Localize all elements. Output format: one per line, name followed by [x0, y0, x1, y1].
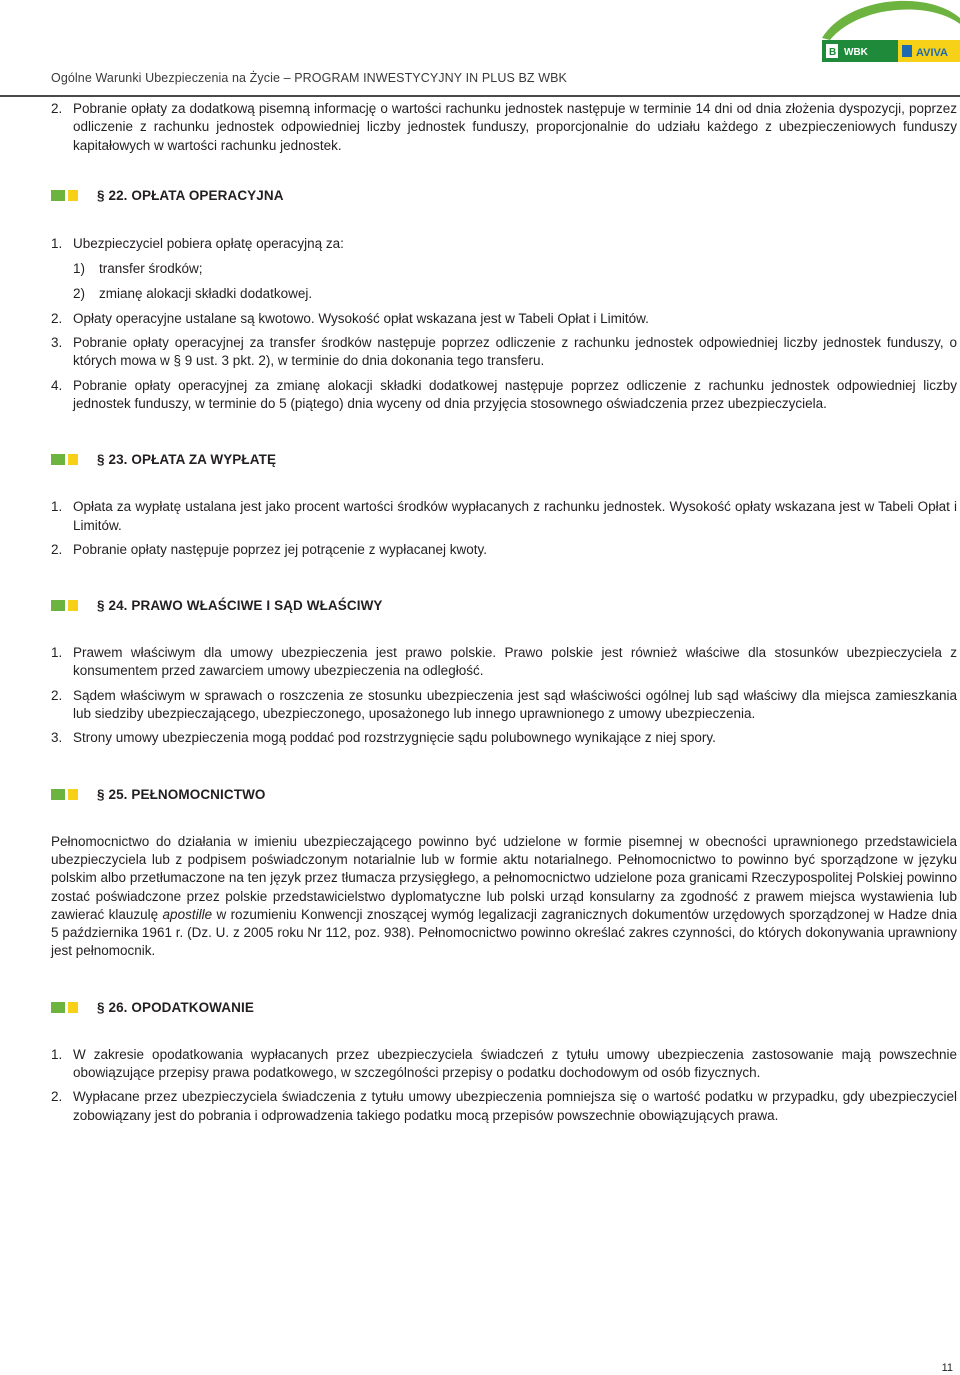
section-title: § 26. OPODATKOWANIE [97, 999, 254, 1015]
item-number: 1. [51, 235, 63, 251]
section-marker-icon [51, 598, 81, 612]
list-item [51, 541, 957, 559]
item-number: 4. [51, 377, 63, 393]
logo-aviva-text: AVIVA [916, 47, 948, 59]
subitem-text: zmianę alokacji składki dodatkowej. [99, 286, 313, 302]
list-item [51, 498, 957, 535]
subitem-number: 2) [73, 286, 86, 302]
section-heading-26 [51, 999, 957, 1019]
section-heading-23 [51, 451, 957, 471]
header-rule [0, 95, 960, 97]
item-number: 2. [51, 101, 63, 116]
section-title: § 25. PEŁNOMOCNICTWO [97, 786, 266, 802]
list-item [51, 1046, 957, 1083]
section-title: § 24. PRAWO WŁAŚCIWE I SĄD WŁAŚCIWY [97, 598, 383, 614]
subitem-number: 1) [73, 261, 86, 277]
item-text: Opłaty operacyjne ustalane są kwotowo. Wysokość opłat wskazana jest w Tabeli Opłat i Limitów. [73, 310, 649, 326]
item-text: Prawem właściwym dla umowy ubezpieczenia jest prawo polskie. Prawo polskie jest również właściwe dla stosunków ubezpieczyciela z konsumentem przed zawarciem umowy ubezpieczenia na odległość. [73, 645, 957, 679]
section-marker-icon [51, 188, 81, 202]
item-text: Wypłacane przez ubezpieczyciela świadczenia z tytułu umowy ubezpieczenia pomniejsza się o wartość podatku w przypadku, gdy ubezpieczyciel zobowiązany jest do pobrania i odprowadzenia takiego podatku mocą przepisów powszechnie obowiązujących prawa. [73, 1089, 957, 1123]
item-text: Strony umowy ubezpieczenia mogą poddać pod rozstrzygnięcie sądu polubownego wynikające z niej spory. [73, 730, 716, 746]
section-marker-icon [51, 1000, 81, 1014]
section-marker-icon [51, 787, 81, 801]
item-number: 2. [51, 687, 63, 703]
list-item [51, 310, 957, 328]
subitem-text: transfer środków; [99, 261, 203, 277]
section-heading-22 [51, 187, 957, 207]
document-title: Ogólne Warunki Ubezpieczenia na Życie – PROGRAM INWESTYCYJNY IN PLUS BZ WBK [51, 71, 567, 85]
item-number: 3. [51, 730, 63, 746]
item-text: Pobranie opłaty operacyjnej za transfer środków następuje poprzez odliczenie z rachunku jednostek odpowiedniej liczby jednostek funduszy, o których mowa w § 9 ust. 3 pkt. 2), w terminie do dnia dokonania tego transferu. [73, 335, 957, 369]
paragraph-text: Pełnomocnictwo do działania w imieniu ubezpieczającego powinno być udzielone w formie pisemnej w obecności uprawnionego przedstawiciela ubezpieczyciela lub z podpisem poświadczonym notarialnie lub w formie aktu notarialnego. Pełnomocnictwo to powinno być sporządzone w języku polskim albo przetłumaczone na ten język przez tłumacza przysięgłego, a pełnomocnictwo udzielone poza granicami Rzeczypospolitej Polskiej powinno zostać poświadczone przez polskie przedstawicielstwo dyplomatyczne lub polski urząd konsularny za zgodność z prawem miejsca wystawienia lub zawierać klauzulę [51, 833, 957, 922]
sub-list-item [51, 285, 957, 303]
item-text: Pobranie opłaty operacyjnej za zmianę alokacji składki dodatkowej następuje poprzez odliczenie z rachunku jednostek odpowiedniej liczby jednostek funduszy, w terminie do 5 (piątego) dnia wyceny od dnia przyjęcia stosownego oświadczenia przez ubezpieczyciela. [73, 377, 957, 411]
paragraph-text: w rozumieniu Konwencji znoszącej wymóg legalizacji zagranicznych dokumentów urzędowych sporządzonej w Hadze dnia 5 października 1961 r. (Dz. U. z 2005 roku Nr 112, poz. 938). Pełnomocnictwo powinno określać zakres czynności, do których dokonywania uprawniony jest pełnomocnik. [51, 906, 957, 959]
list-item [51, 729, 957, 747]
document-body [51, 100, 957, 1125]
item-text: Ubezpieczyciel pobiera opłatę operacyjną za: [73, 235, 344, 251]
item-text: Opłata za wypłatę ustalana jest jako procent wartości środków wypłacanych z rachunku jednostek. Wysokość opłaty wskazana jest w Tabeli Opłat i Limitów. [73, 499, 957, 533]
section-title: § 23. OPŁATA ZA WYPŁATĘ [97, 452, 277, 468]
section-heading-25 [51, 786, 957, 806]
list-item [51, 334, 957, 371]
intro-item [51, 100, 957, 155]
bzwbk-aviva-logo [818, 0, 960, 80]
item-text: Pobranie opłaty następuje poprzez jej potrącenie z wypłacanej kwoty. [73, 541, 487, 557]
page-number: 11 [941, 1362, 953, 1374]
list-item [51, 1088, 957, 1125]
section-heading-24 [51, 597, 957, 617]
power-of-attorney-paragraph [51, 833, 957, 961]
item-number: 2. [51, 310, 63, 326]
item-number: 3. [51, 335, 63, 351]
item-number: 1. [51, 645, 63, 661]
item-number: 1. [51, 1046, 63, 1062]
paragraph-italic-term: apostille [162, 906, 213, 922]
item-text: Pobranie opłaty za dodatkową pisemną informację o wartości rachunku jednostek następuje w terminie 14 dni od dnia złożenia dyspozycji, poprzez odliczenie z rachunku jednostek odpowiedniej liczby jednostek funduszy, proporcjonalnie do udziału każdego z ubezpieczeniowych funduszy kapitałowych w wartości rachunku jednostek. [73, 101, 957, 153]
sub-list-item [51, 260, 957, 278]
section-marker-icon [51, 452, 81, 466]
list-item [51, 644, 957, 681]
item-number: 2. [51, 1089, 63, 1105]
logo-wbk-text: WBK [844, 47, 868, 58]
item-number: 2. [51, 541, 63, 557]
section-title: § 22. OPŁATA OPERACYJNA [97, 187, 284, 203]
list-item [51, 235, 957, 253]
list-item [51, 687, 957, 724]
svg-text:B: B [829, 47, 837, 58]
item-number: 1. [51, 499, 63, 515]
list-item [51, 377, 957, 414]
item-text: W zakresie opodatkowania wypłacanych przez ubezpieczyciela świadczeń z tytułu umowy ubezpieczenia zastosowanie mają powszechnie obowiązujące przepisy prawa podatkowego, w szczególności przepisy o podatku dochodowym od osób fizycznych. [73, 1046, 957, 1081]
item-text: Sądem właściwym w sprawach o roszczenia ze stosunku ubezpieczenia jest sąd właściwości ogólnej lub sąd właściwy dla miejsca zamieszkania lub siedziby ubezpieczającego, ubezpieczonego, uposażonego lub innego uprawnionego z umowy ubezpieczenia. [73, 687, 957, 722]
